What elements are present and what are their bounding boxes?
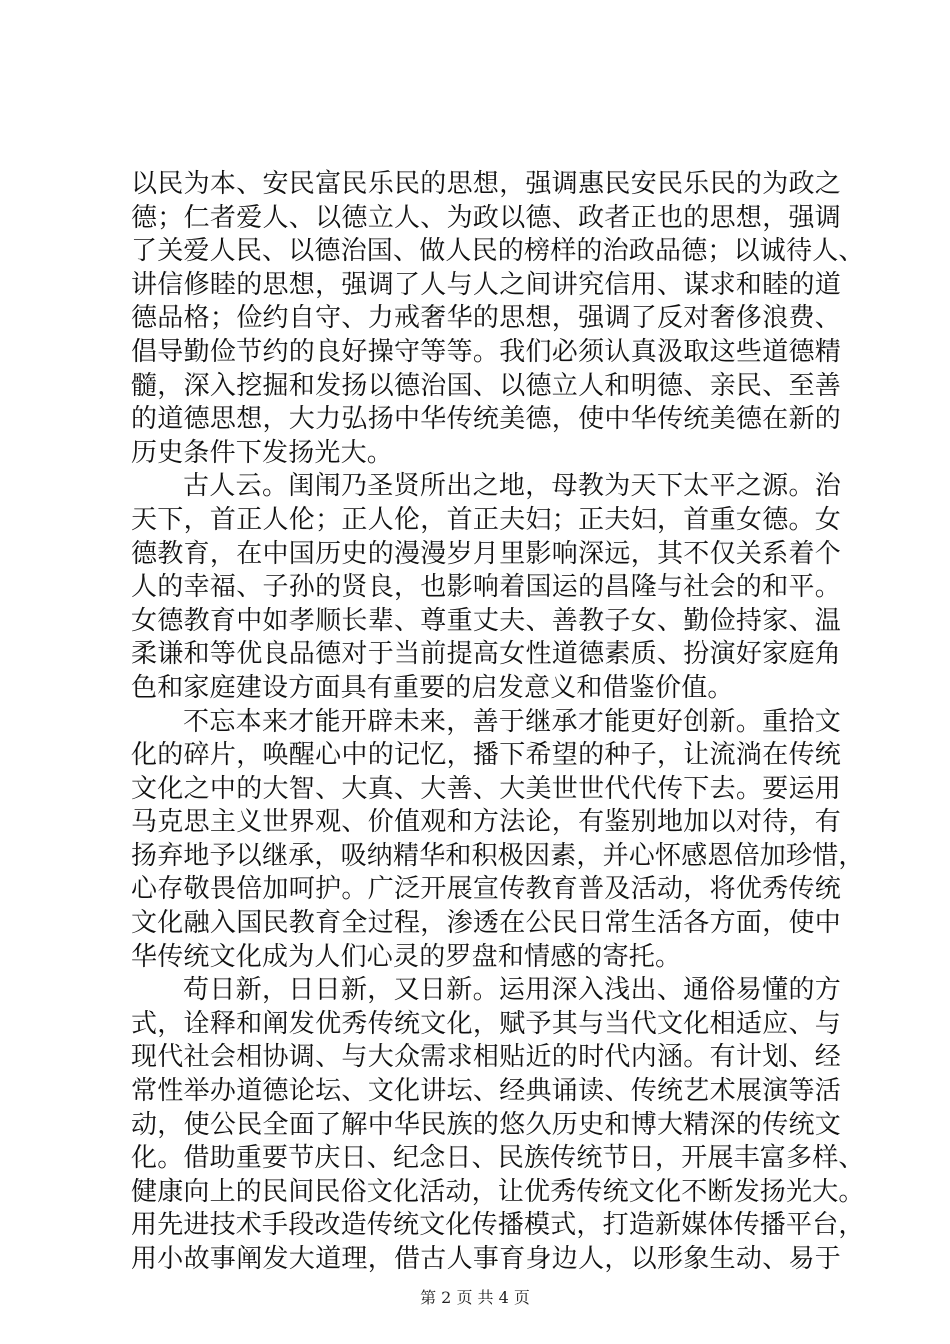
text-line: 倡导勤俭节约的良好操守等等。我们必须认真汲取这些道德精 bbox=[131, 336, 841, 367]
text-line: 德品格；俭约自守、力戒奢华的思想，强调了反对奢侈浪费、 bbox=[131, 303, 841, 334]
text-line: 女德教育中如孝顺长辈、尊重丈夫、善教子女、勤俭持家、温 bbox=[131, 605, 841, 636]
text-line: 髓，深入挖掘和发扬以德治国、以德立人和明德、亲民、至善 bbox=[131, 370, 841, 401]
text-line: 苟日新，日日新，又日新。运用深入浅出、通俗易懂的方 bbox=[183, 975, 841, 1006]
text-line: 文化融入国民教育全过程，渗透在公民日常生活各方面，使中 bbox=[131, 908, 841, 939]
text-line: 人的幸福、子孙的贤良，也影响着国运的昌隆与社会的和平。 bbox=[131, 572, 841, 603]
text-line: 色和家庭建设方面具有重要的启发意义和借鉴价值。 bbox=[131, 672, 734, 703]
text-line: 动，使公民全面了解中华民族的悠久历史和博大精深的传统文 bbox=[131, 1109, 841, 1140]
page-number-footer: 第 2 页 共 4 页 bbox=[420, 1288, 530, 1307]
text-line: 用先进技术手段改造传统文化传播模式，打造新媒体传播平台， bbox=[131, 1210, 865, 1241]
text-line: 历史条件下发扬光大。 bbox=[131, 437, 394, 468]
text-line: 古人云。闺闱乃圣贤所出之地，母教为天下太平之源。治 bbox=[183, 471, 841, 502]
text-line: 心存敬畏倍加呵护。广泛开展宣传教育普及活动，将优秀传统 bbox=[131, 874, 841, 905]
text-line: 式，诠释和阐发优秀传统文化，赋予其与当代文化相适应、与 bbox=[131, 1008, 841, 1039]
text-line: 不忘本来才能开辟未来，善于继承才能更好创新。重拾文 bbox=[183, 706, 841, 737]
text-line: 以民为本、安民富民乐民的思想，强调惠民安民乐民的为政之 bbox=[131, 169, 841, 199]
text-line: 的道德思想，大力弘扬中华传统美德，使中华传统美德在新的 bbox=[131, 404, 841, 435]
text-line: 了关爱人民、以德治国、做人民的榜样的治政品德；以诚待人、 bbox=[131, 236, 865, 267]
text-line: 扬弃地予以继承，吸纳精华和积极因素，并心怀感恩倍加珍惜， bbox=[131, 840, 865, 871]
text-line: 德；仁者爱人、以德立人、为政以德、政者正也的思想，强调 bbox=[131, 202, 841, 233]
text-line: 马克思主义世界观、价值观和方法论，有鉴别地加以对待，有 bbox=[131, 807, 841, 838]
document-body bbox=[131, 168, 865, 1277]
text-line: 常性举办道德论坛、文化讲坛、经典诵读、传统艺术展演等活 bbox=[131, 1076, 841, 1107]
text-line: 用小故事阐发大道理，借古人事育身边人，以形象生动、易于 bbox=[131, 1244, 841, 1274]
text-line: 化的碎片，唤醒心中的记忆，播下希望的种子，让流淌在传统 bbox=[131, 740, 841, 771]
text-line: 化。借助重要节庆日、纪念日、民族传统节日，开展丰富多样、 bbox=[131, 1143, 865, 1174]
text-line: 现代社会相协调、与大众需求相贴近的时代内涵。有计划、经 bbox=[131, 1042, 841, 1073]
text-line: 讲信修睦的思想，强调了人与人之间讲究信用、谋求和睦的道 bbox=[131, 269, 841, 300]
text-line: 德教育，在中国历史的漫漫岁月里影响深远，其不仅关系着个 bbox=[131, 538, 841, 569]
text-line: 华传统文化成为人们心灵的罗盘和情感的寄托。 bbox=[131, 941, 682, 972]
text-line: 天下，首正人伦；正人伦，首正夫妇；正夫妇，首重女德。女 bbox=[131, 504, 841, 535]
text-line: 文化之中的大智、大真、大善、大美世世代代传下去。要运用 bbox=[131, 773, 841, 804]
text-line: 健康向上的民间民俗文化活动，让优秀传统文化不断发扬光大。 bbox=[131, 1176, 865, 1207]
text-line: 柔谦和等优良品德对于当前提高女性道德素质、扮演好家庭角 bbox=[131, 639, 841, 670]
